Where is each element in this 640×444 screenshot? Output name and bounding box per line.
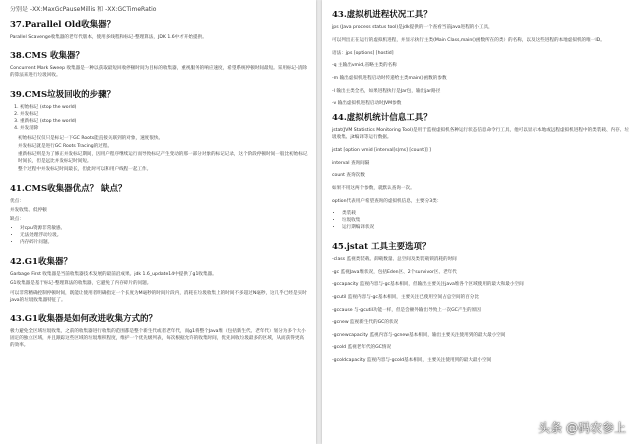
heading-43-left: 43.G1收集器是如何改进收集方式的？ [10, 314, 157, 325]
paragraph-39-2: 并发标记就是进行GC Roots Tracing的过程。 [18, 143, 113, 149]
jps-usage: 语法：jps [options] [hostid] [332, 50, 394, 56]
list-item: • 运行期编译状况 [342, 224, 632, 231]
list-item: 3. 重新标记 (stop the world) [20, 118, 308, 125]
heading-44: 44.虚拟机统计信息工具？ [332, 112, 432, 123]
paragraph-43-1: jps (Java process status tool)是jdk提供的一个查看当前java进程的小工具， [332, 25, 493, 30]
disadvantages-list [10, 225, 308, 246]
list-item: -gcold 监视老年代的GC情况 [332, 345, 392, 351]
paragraph-39-3: 重新标记则是为了修正并发标记期间，因用户程序继续运行而导致标记产生变动的那一部分对象的标记记录，这个阶段停顿时间一般比初始标记时间长，但是远比并发标记时间短。 [18, 152, 308, 165]
list-item: -gcnewcapacity 监视内容与-gcnew基本相同，输出主要关注使用到的最大最小空间 [332, 332, 506, 338]
list-item: -gcutil 监视内容与-gc基本相同，主要关注已使用空间占总空间的百分比 [332, 294, 479, 300]
disadvantages-label: 缺点： [10, 217, 24, 223]
heading-43-right: 43.虚拟机进程状况工具？ [332, 10, 432, 20]
jstat-categories-list [332, 210, 632, 231]
paragraph-42-3: 可以非常精确控制停顿时间，既能让使用者明确指定一个长度为M毫秒的时间片段内，消耗在垃圾收集上的时间不多超过N毫秒，这几乎已经是实时java的垃圾收集器特征了。 [10, 290, 307, 303]
watermark-text: 头条 @码农参上 [538, 421, 626, 435]
list-item: -gccapacity 监视内容与-gc基本相同，但输出主要关注java堆各个区域使用的最大和最小空间 [332, 282, 524, 288]
list-item: -q 主输出vmid,省略主类的名称 [332, 63, 397, 69]
heading-37: 37.Parallel Old收集器？ [10, 20, 116, 30]
advantages-label: 优点： [10, 198, 24, 204]
left-document-page [0, 0, 316, 444]
paragraph-43-2: 可以列出正在运行的虚拟机进程，并显示执行主类(Main Class,main()函数所在的类）的名称，以及这些进程的本地虚拟机的唯一ID。 [332, 37, 605, 43]
list-item: 1. 初始标记 (stop the world) [20, 104, 308, 111]
list-item: -gc 监视Java堆状况，包括Eden区、2个survivor区、老年代 [332, 269, 457, 275]
list-item: • 无法处理浮动垃圾。 [20, 232, 308, 239]
right-document-page [322, 0, 640, 444]
list-item: • 垃圾收集 [342, 217, 632, 224]
watermark [522, 420, 626, 436]
jstat-interval: interval 查询间隔 [332, 160, 370, 166]
heading-39: 39.CMS垃圾回收的步骤？ [10, 89, 116, 100]
heading-42: 42.G1收集器？ [10, 257, 72, 268]
list-item: 2. 并发标记 [20, 111, 308, 118]
list-item: -gcnew 监视新生代的GC的状况 [332, 320, 399, 326]
list-item: -gcoldcapacity 监视内容与-gcold基本相同，主要关注使用到的最大最小空间 [332, 357, 492, 363]
jstat-option: option代表用户希望查询的虚拟机信息，主要分3类： [332, 198, 442, 204]
list-item: 4. 并发清除 [20, 125, 308, 132]
paragraph-38: Concurrent Mark Sweep 收集器是一种以获取最短回收停顿时间为目标的收集器，重视服务的响应速度，希望系统停顿时间最短。采用标记-清除的算法来进行垃圾回收。 [10, 66, 307, 79]
heading-41: 41.CMS收集器优点？ 缺点？ [10, 183, 127, 194]
jstat-note: 如果不用这两个参数，就默认查询一次。 [332, 185, 415, 191]
list-item: -v 输出虚拟机进程启动时JVM参数 [332, 101, 402, 107]
watermark-icon [522, 422, 534, 434]
paragraph-42-1: Garbage First 收集器是当前收集器技术发展的最前沿成果。jdk 1.6_update14中提供了g1收集器。 [10, 272, 217, 278]
jstat-syntax: jstat [option vmid [interval[s|ms] [count]] ] [332, 148, 431, 154]
list-item: • 内存碎片问题。 [20, 239, 308, 246]
steps-39-list [10, 104, 308, 132]
list-item: • 类装载 [342, 210, 632, 217]
top-snippet: 分别是 -XX:MaxGcPauseMillis 和 -XX:GCTimeRatio [10, 6, 157, 13]
paragraph-37: Parallel Scavenge收集器的老年代版本，使用多线程和标记-整理算法，JDK 1.6中才开始提供。 [10, 35, 207, 40]
jstat-count: count 查询次数 [332, 173, 365, 179]
list-item: -l 输出主类全名，如果进程执行是Jar包，输出jar路径 [332, 88, 441, 94]
paragraph-42-2: G1收集器是基于标记-整理算法的收集器，它避免了内存碎片的问题。 [10, 281, 152, 287]
heading-45: 45.jstat 工具主要选项？ [332, 242, 431, 253]
list-item: • 对cpu资源非常敏感。 [20, 225, 308, 232]
paragraph-44-1: jstat(JVM Statistics Monitoring Tool)是用于监视虚拟机各种运行状态信息命令行工具，他可以显示本地或远程虚拟机进程中的类装载、内存、垃圾收集、jit编译等运行数据。 [332, 127, 629, 140]
paragraph-43-left: 极力避免全区域垃圾收集，之前的收集器进行收集的范围都是整个新生代或者老年代，而g1将整个Java堆（包括新生代、老年代）划分为多个大小固定的独立区域，并且跟踪这些区域的垃圾堆积程度，维护一个优先级列表，每次根据允许的收集时间，优先回收垃圾最多的区域，从而获得更高的效率。 [10, 329, 306, 349]
paragraph-39-4: 整个过程中并发标记时间最长，但此时可以和用户线程一起工作。 [18, 167, 152, 173]
paragraph-39-1: 初始标记仅仅只是标记一下GC Roots能直接关联到的对象，速度很快。 [18, 135, 164, 141]
list-item: -class 监视类装载、卸载数量、总空间及类装载锁消耗的时间 [332, 257, 457, 263]
heading-38: 38.CMS 收集器？ [10, 51, 85, 62]
advantages-text: 并发收集、低停顿 [10, 207, 47, 213]
list-item: -gccause 与-gcutil功能一样，但是会额外输出导致上一次GC产生的原因 [332, 307, 481, 313]
list-item: -m 输出虚拟机进程启动时传递给主类main()函数的参数 [332, 75, 447, 81]
